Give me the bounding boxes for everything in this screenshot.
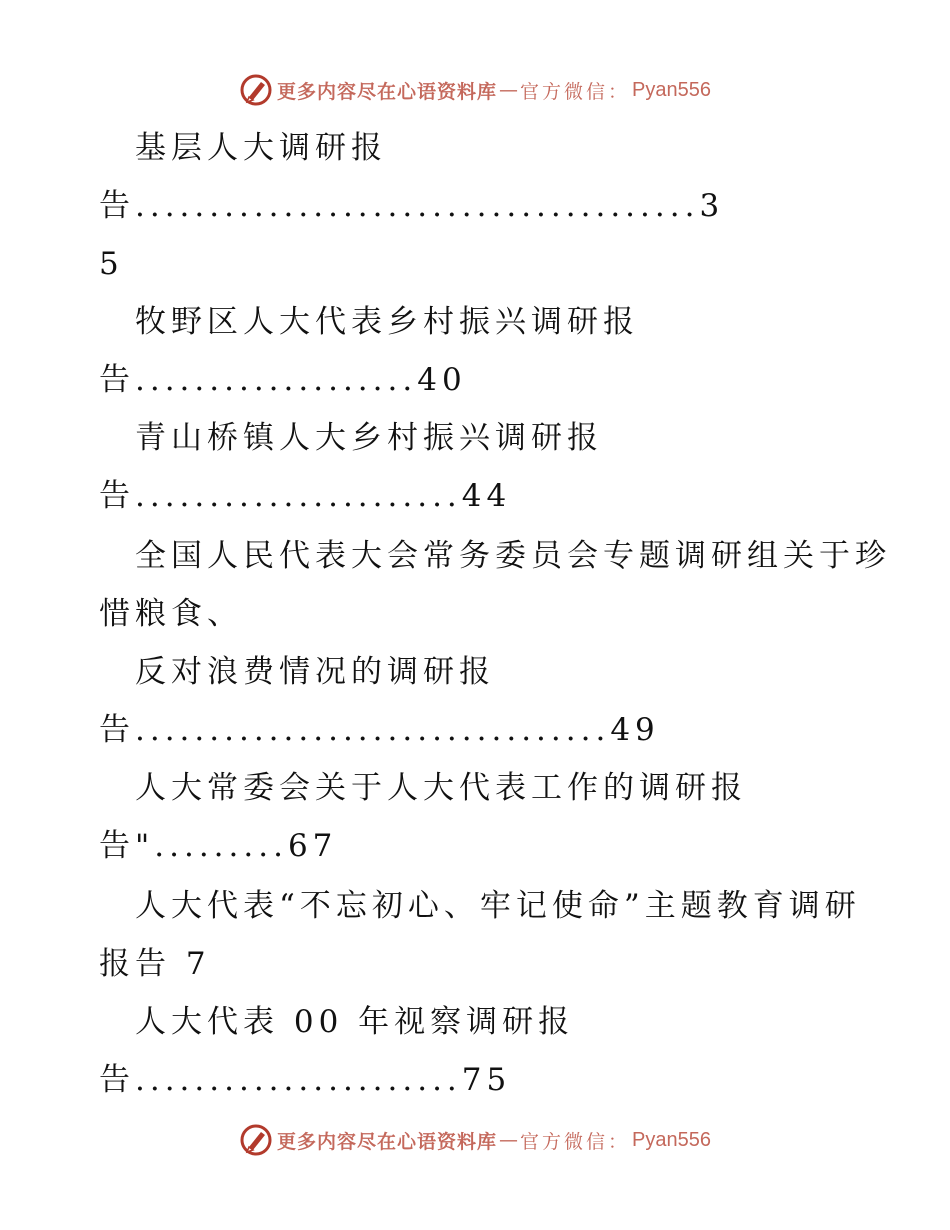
toc-line: 全国人民代表大会常务委员会专题调研组关于珍 [135,538,891,574]
footer-banner [0,1120,950,1160]
toc-line: 告......................75 [99,1062,512,1098]
toc-line: 告......................44 [99,478,512,514]
banner-separator: — [499,1129,519,1151]
toc-line: 5 [99,246,124,282]
banner-wechat-id: Pyan556 [632,78,711,101]
toc-line: 牧野区人大代表乡村振兴调研报 [135,304,639,340]
banner-wechat-label: 官方微信： [520,80,631,103]
toc-line: 惜粮食、 [99,596,243,632]
header-banner [0,70,950,110]
toc-line: 告......................................3 [99,188,725,224]
toc-line: 人大常委会关于人大代表工作的调研报 [135,770,747,806]
banner-text: 更多内容尽在心语资料库 [277,80,498,103]
pen-logo-icon [239,1123,273,1157]
toc-line: 人大代表“不忘初心、牢记使命”主题教育调研 [135,888,861,924]
toc-line: 告".........67 [99,828,338,864]
toc-line: 告................................49 [99,712,660,748]
toc-line: 反对浪费情况的调研报 [135,654,495,690]
banner-separator: — [499,79,519,101]
toc-line: 青山桥镇人大乡村振兴调研报 [135,420,603,456]
toc-line: 基层人大调研报 [135,130,387,166]
toc-line: 人大代表 00 年视察调研报 [135,1004,575,1040]
toc-line: 告...................40 [99,362,467,398]
banner-wechat-id: Pyan556 [632,1128,711,1151]
banner-text: 更多内容尽在心语资料库 [277,1130,498,1153]
toc-line: 报告 7 [99,946,211,982]
banner-wechat-label: 官方微信： [520,1130,631,1153]
pen-logo-icon [239,73,273,107]
